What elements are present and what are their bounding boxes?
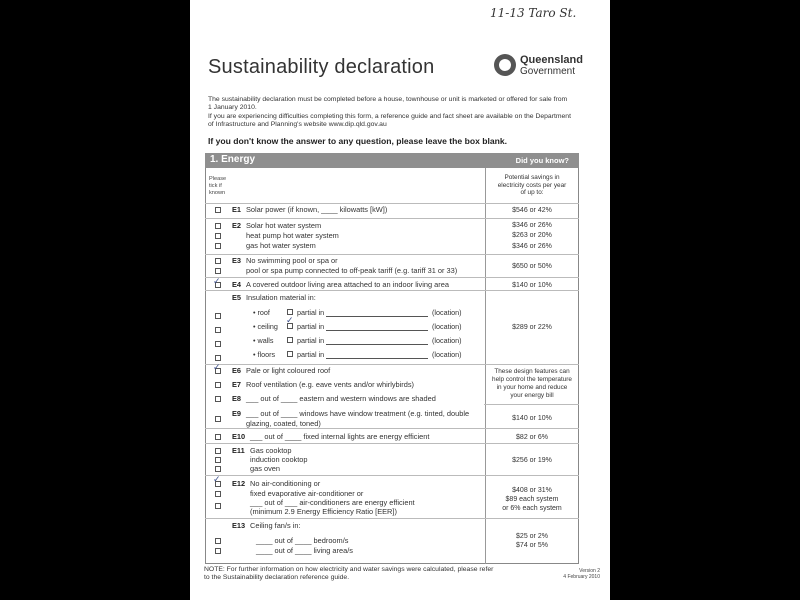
- e2-checkbox-heatpump[interactable]: [215, 233, 221, 239]
- queensland-government-logo: [494, 52, 590, 82]
- e12-saving-2: $89 each system: [505, 496, 559, 503]
- e5-partial-walls: partial in: [297, 336, 325, 345]
- savings-head-1: Potential savings in: [504, 174, 560, 181]
- e6-note-2: help control the temperature: [492, 376, 572, 383]
- col-head-3: known: [209, 190, 226, 196]
- tick-column-header: [209, 176, 226, 197]
- e5-walls-location: (location): [432, 336, 462, 345]
- savings-column-header: [486, 174, 578, 197]
- e5-roof-location: (location): [432, 308, 462, 317]
- e11-saving: $256 or 19%: [512, 457, 552, 464]
- e6-tick-mark: ✓: [213, 362, 221, 372]
- row-divider: [205, 475, 579, 476]
- e10-checkbox[interactable]: [215, 434, 221, 440]
- intro-line-4: of Infrastructure and Planning's website www.dip.qld.gov.au: [208, 121, 387, 128]
- e2-checkbox-solar[interactable]: [215, 223, 221, 229]
- e5-partial-ceiling: partial in: [297, 322, 325, 331]
- e12-code: E12: [232, 479, 246, 488]
- e3-saving: $650 or 50%: [512, 263, 552, 270]
- e10-text: ___ out of ____ fixed internal lights are energy efficient: [250, 432, 430, 441]
- row-divider: [205, 290, 579, 291]
- e10-saving: $82 or 6%: [516, 434, 548, 441]
- e5-partial-floors: partial in: [297, 350, 325, 359]
- e3-checkbox-nopool[interactable]: [215, 258, 221, 264]
- e5-area-floors: • floors: [253, 350, 276, 359]
- e5-partial-roof: partial in: [297, 308, 325, 317]
- logo-line-2: Government: [520, 66, 576, 77]
- e2-code: E2: [232, 221, 242, 230]
- e11-code: E11: [232, 446, 245, 455]
- e6-note-1: These design features can: [494, 368, 570, 375]
- row-divider: [205, 218, 579, 219]
- e5-checkbox-floors[interactable]: [215, 355, 221, 361]
- handwritten-address: 11-13 Taro St.: [490, 6, 577, 20]
- e6-text: Pale or light coloured roof: [246, 366, 331, 375]
- e1-text: Solar power (if known, ____ kilowatts [kW]): [246, 205, 388, 214]
- e6-code: E6: [232, 366, 242, 375]
- e3-checkbox-offpeak[interactable]: [215, 268, 221, 274]
- section-title: 1. Energy: [210, 154, 256, 165]
- e1-saving: $546 or 42%: [512, 207, 552, 214]
- e1-code: E1: [232, 205, 242, 214]
- e5-area-ceiling: • ceiling: [253, 322, 278, 331]
- savings-head-3: of up to:: [520, 189, 544, 197]
- e7-text: Roof ventilation (e.g. eave vents and/or whirlybirds): [246, 380, 415, 389]
- e8-text: ___ out of ____ eastern and western windows are shaded: [246, 394, 436, 403]
- e2-checkbox-gas[interactable]: [215, 243, 221, 249]
- e6-note-3: in your home and reduce: [496, 384, 568, 391]
- e8-checkbox[interactable]: [215, 396, 221, 402]
- e2-saving-2: $263 or 20%: [512, 232, 552, 239]
- e7-code: E7: [232, 380, 242, 389]
- e2-saving-1: $346 or 26%: [512, 222, 552, 229]
- e3-code: E3: [232, 256, 242, 265]
- e5-walls-location-line[interactable]: [326, 344, 428, 345]
- row-divider: [205, 518, 579, 519]
- e12-line-3: ___ out of ___ air-conditioners are energy efficient: [250, 498, 415, 507]
- col-head-1: Please: [209, 176, 227, 182]
- e5-partial-floors-checkbox[interactable]: [287, 351, 293, 357]
- e9-code: E9: [232, 409, 242, 418]
- e4-text: A covered outdoor living area attached to an indoor living area: [246, 280, 449, 289]
- e4-tick-mark: ✓: [213, 276, 221, 286]
- e12-saving-1: $408 or 31%: [512, 487, 552, 494]
- page-title: Sustainability declaration: [208, 56, 435, 78]
- e2-saving-3: $346 or 26%: [512, 243, 552, 250]
- e5-roof-location-line[interactable]: [326, 316, 428, 317]
- intro-line-2: 1 January 2010.: [208, 104, 257, 111]
- e12-checkbox-efficient[interactable]: [215, 503, 221, 509]
- did-you-know-label: Did you know?: [515, 156, 569, 165]
- e5-floors-location-line[interactable]: [326, 358, 428, 359]
- e11-line-3: gas oven: [250, 464, 280, 473]
- e13-checkbox-bedrooms[interactable]: [215, 538, 221, 544]
- e5-ceiling-location: (location): [432, 322, 462, 331]
- e5-code: E5: [232, 293, 242, 302]
- e5-partial-walls-checkbox[interactable]: [287, 337, 293, 343]
- e12-tick-mark: ✓: [213, 474, 221, 484]
- row-divider: [484, 404, 579, 405]
- section-header: [205, 153, 579, 168]
- e13-text: Ceiling fan/s in:: [250, 521, 301, 530]
- e13-line-2: ____ out of ____ living area/s: [256, 546, 353, 555]
- row-divider: [205, 254, 579, 255]
- e12-line-4: (minimum 2.9 Energy Efficiency Ratio [EER]): [250, 507, 397, 516]
- e9-saving: $140 or 10%: [512, 415, 552, 422]
- e13-saving-2: $74 or 5%: [516, 542, 548, 549]
- e9-checkbox[interactable]: [215, 416, 221, 422]
- version-line-2: 4 February 2010: [563, 574, 600, 580]
- e4-saving: $140 or 10%: [512, 282, 552, 289]
- e11-checkbox-induction[interactable]: [215, 457, 221, 463]
- version-info: [530, 568, 600, 580]
- e11-checkbox-gas-oven[interactable]: [215, 466, 221, 472]
- e13-line-1: ____ out of ____ bedroom/s: [256, 536, 349, 545]
- e5-area-walls: • walls: [253, 336, 274, 345]
- row-divider: [205, 277, 579, 278]
- e11-checkbox-gas-cooktop[interactable]: [215, 448, 221, 454]
- e9-line-2: glazing, coated, toned): [246, 419, 321, 428]
- row-divider: [205, 443, 579, 444]
- savings-head-2: electricity costs per year: [497, 181, 567, 189]
- e6-note-4: your energy bill: [510, 392, 554, 399]
- e5-saving: $289 or 22%: [512, 324, 552, 331]
- intro-line-3: If you are experiencing difficulties completing this form, a reference guide and fact sheet are available on the Department: [208, 113, 571, 120]
- e13-checkbox-living[interactable]: [215, 548, 221, 554]
- row-divider: [205, 364, 579, 365]
- e12-checkbox-evaporative[interactable]: [215, 491, 221, 497]
- e5-checkbox-ceiling[interactable]: [215, 327, 221, 333]
- e5-text: Insulation material in:: [246, 293, 316, 302]
- e5-ceiling-location-line[interactable]: [326, 330, 428, 331]
- e2-line-2: heat pump hot water system: [246, 231, 339, 240]
- instruction: If you don't know the answer to any question, please leave the box blank.: [208, 136, 508, 146]
- crest-icon: [494, 54, 516, 76]
- e11-line-1: Gas cooktop: [250, 446, 292, 455]
- e1-checkbox[interactable]: [215, 207, 221, 213]
- e13-saving-1: $25 or 2%: [516, 533, 548, 540]
- form-page: [190, 0, 610, 600]
- e12-line-1: No air-conditioning or: [250, 479, 321, 488]
- e5-ceiling-tick-mark: ✓: [286, 315, 294, 325]
- logo-line-1: Queensland: [520, 54, 583, 66]
- e13-code: E13: [232, 521, 246, 530]
- e5-area-roof: • roof: [253, 308, 270, 317]
- intro-line-1: The sustainability declaration must be completed before a house, townhouse or unit is marketed or offered for sale from: [208, 96, 568, 103]
- e12-saving-3: or 6% each system: [502, 505, 562, 512]
- footer-note: [204, 566, 524, 582]
- e7-checkbox[interactable]: [215, 382, 221, 388]
- col-head-2: tick if: [209, 183, 222, 189]
- e9-line-1: ___ out of ____ windows have window treatment (e.g. tinted, double: [246, 409, 470, 418]
- row-divider: [205, 203, 579, 204]
- e12-line-2: fixed evaporative air-conditioner or: [250, 489, 364, 498]
- e2-line-3: gas hot water system: [246, 241, 316, 250]
- e11-line-2: induction cooktop: [250, 455, 308, 464]
- e3-line-2: pool or spa pump connected to off-peak tariff (e.g. tariff 31 or 33): [246, 266, 458, 275]
- footer-note-line-2: to the Sustainability declaration reference guide.: [204, 574, 350, 581]
- e3-line-1: No swimming pool or spa or: [246, 256, 338, 265]
- version-line-1: Version 2: [579, 568, 600, 574]
- e4-code: E4: [232, 280, 242, 289]
- e5-floors-location: (location): [432, 350, 462, 359]
- e10-code: E10: [232, 432, 246, 441]
- e5-checkbox-walls[interactable]: [215, 341, 221, 347]
- e2-line-1: Solar hot water system: [246, 221, 322, 230]
- footer-note-line-1: NOTE: For further information on how electricity and water savings were calculated, please refer: [204, 566, 494, 573]
- row-divider: [205, 428, 579, 429]
- e8-code: E8: [232, 394, 242, 403]
- e5-checkbox-roof[interactable]: [215, 313, 221, 319]
